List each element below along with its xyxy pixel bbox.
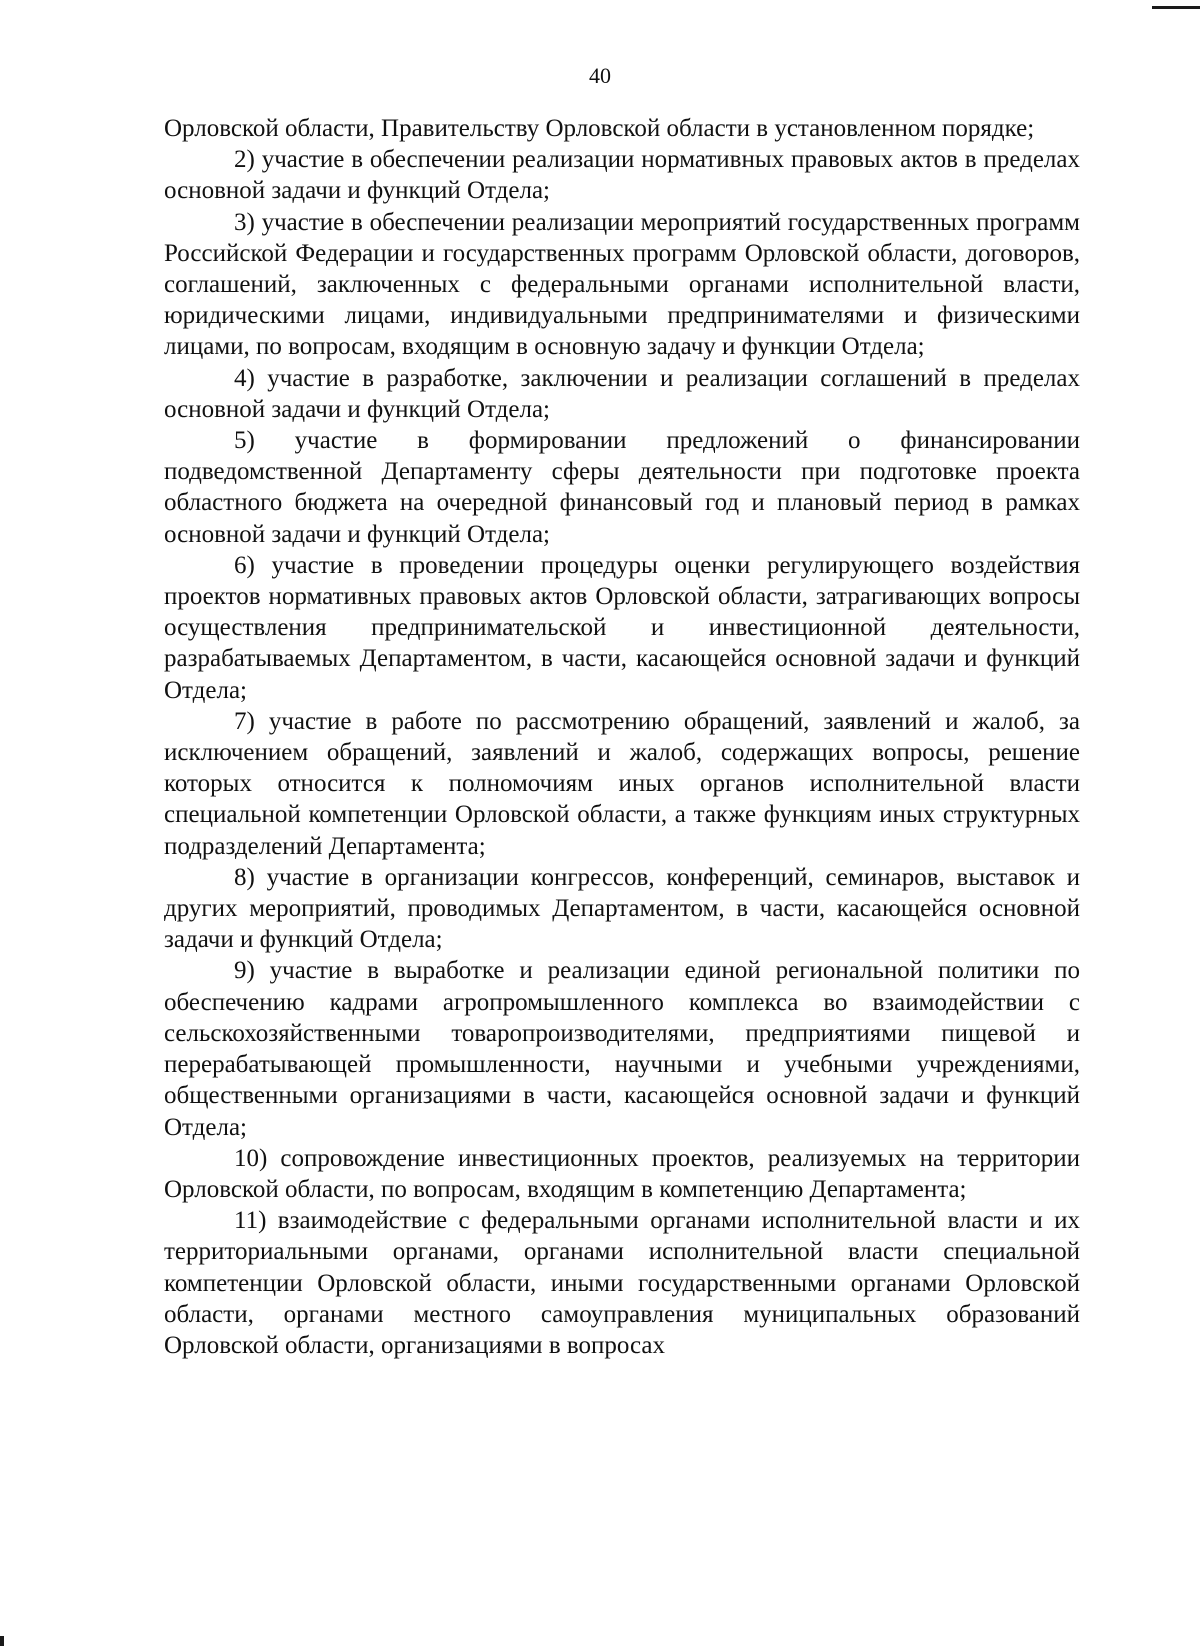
list-item-6: 6) участие в проведении процедуры оценки регулирующего воздействия проектов нормативных правовых актов Орловской области, затрагивающих вопросы осуществления предпринимательской и инвестиционной деятельности, разрабатываемых Департаментом, в части, касающейся основной задачи и функций Отдела;: [164, 551, 1080, 704]
list-item-5: 5) участие в формировании предложений о финансировании подведомственной Департаменту сферы деятельности при подготовке проекта областного бюджета на очередной финансовый год и плановый период в рамках основной задачи и функций Отдела;: [164, 427, 1080, 548]
list-item-4: 4) участие в разработке, заключении и реализации соглашений в пределах основной задачи и функций Отдела;: [164, 364, 1080, 423]
document-body: [164, 113, 1080, 1361]
paragraph-continuation: Орловской области, Правительству Орловской области в установленном порядке;: [164, 115, 1035, 142]
scan-edge-mark: [1152, 6, 1200, 9]
list-item-9: 9) участие в выработке и реализации единой региональной политики по обеспечению кадрами агропромышленного комплекса во взаимодействии с сельскохозяйственными товаропроизводителями, предприятиями пищевой и перерабатывающей промышленности, научными и учебными учреждениями, общественными организациями в части, касающейся основной задачи и функций Отдела;: [164, 957, 1080, 1141]
list-item-3: 3) участие в обеспечении реализации мероприятий государственных программ Российской Федерации и государственных программ Орловской области, договоров, соглашений, заключенных с федеральными органами исполнительной власти, юридическими лицами, индивидуальными предпринимателями и физическими лицами, по вопросам, входящим в основную задачу и функции Отдела;: [164, 208, 1080, 361]
list-item-10: 10) сопровождение инвестиционных проектов, реализуемых на территории Орловской области, по вопросам, входящим в компетенцию Департамента;: [164, 1144, 1080, 1203]
scan-edge-mark: [0, 1636, 4, 1646]
list-item-8: 8) участие в организации конгрессов, конференций, семинаров, выставок и других мероприятий, проводимых Департаментом, в части, касающейся основной задачи и функций Отдела;: [164, 863, 1080, 954]
list-item-7: 7) участие в работе по рассмотрению обращений, заявлений и жалоб, за исключением обращений, заявлений и жалоб, содержащих вопросы, решение которых относится к полномочиям иных органов исполнительной власти специальной компетенции Орловской области, а также функциям иных структурных подразделений Департамента;: [164, 707, 1080, 860]
list-item-2: 2) участие в обеспечении реализации нормативных правовых актов в пределах основной задачи и функций Отдела;: [164, 146, 1080, 205]
list-item-11: 11) взаимодействие с федеральными органами исполнительной власти и их территориальными органами, органами исполнительной власти специальной компетенции Орловской области, иными государственными органами Орловской области, органами местного самоуправления муниципальных образований Орловской области, организациями в вопросах: [164, 1207, 1080, 1359]
page-number: 40: [589, 63, 611, 88]
